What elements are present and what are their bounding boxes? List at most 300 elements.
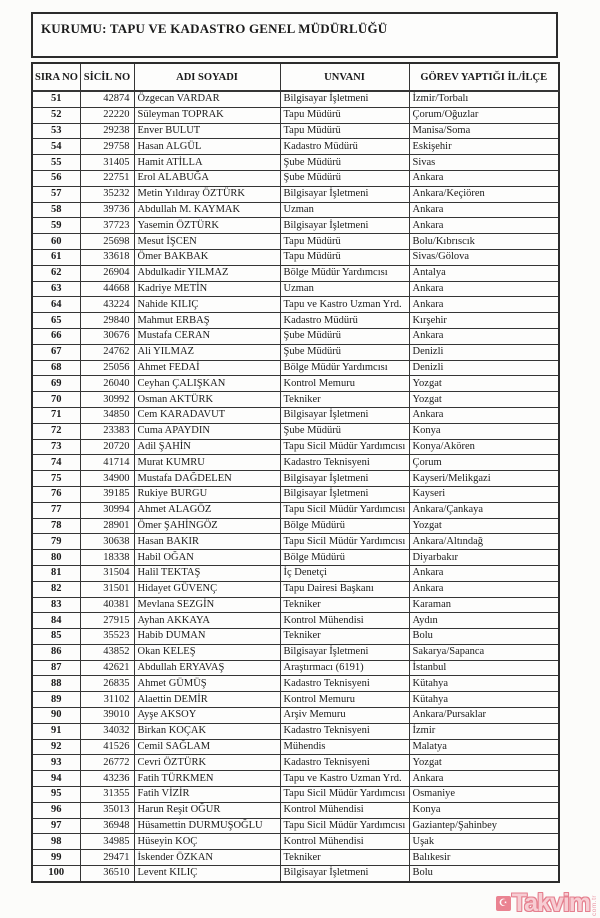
- cell-gorev-yaptigi-il-ilce: Yozgat: [409, 518, 559, 534]
- table-row: [32, 455, 559, 471]
- cell-gorev-yaptigi-il-ilce: Ankara: [409, 328, 559, 344]
- cell-unvani: Bilgisayar İşletmeni: [280, 471, 409, 487]
- cell-adi-soyadi: Alaettin DEMİR: [134, 692, 280, 708]
- cell-adi-soyadi: Habib DUMAN: [134, 629, 280, 645]
- table-row: [32, 676, 559, 692]
- cell-sicil-no: 29840: [80, 313, 134, 329]
- cell-sicil-no: 35523: [80, 629, 134, 645]
- cell-sira-no: 66: [32, 328, 80, 344]
- cell-gorev-yaptigi-il-ilce: Ankara: [409, 218, 559, 234]
- cell-sira-no: 64: [32, 297, 80, 313]
- cell-unvani: Şube Müdürü: [280, 170, 409, 186]
- cell-gorev-yaptigi-il-ilce: Ankara: [409, 170, 559, 186]
- cell-adi-soyadi: Hidayet GÜVENÇ: [134, 581, 280, 597]
- cell-unvani: Tapu Sicil Müdür Yardımcısı: [280, 439, 409, 455]
- cell-gorev-yaptigi-il-ilce: Ankara: [409, 565, 559, 581]
- cell-adi-soyadi: Harun Reşit OĞUR: [134, 802, 280, 818]
- cell-sicil-no: 35013: [80, 802, 134, 818]
- cell-sira-no: 92: [32, 739, 80, 755]
- cell-unvani: Uzman: [280, 281, 409, 297]
- table-row: [32, 834, 559, 850]
- cell-sicil-no: 42874: [80, 91, 134, 107]
- document-title-box: [31, 12, 558, 58]
- turkish-flag-icon: ☪: [496, 896, 511, 911]
- cell-sira-no: 67: [32, 344, 80, 360]
- cell-gorev-yaptigi-il-ilce: Konya: [409, 802, 559, 818]
- cell-unvani: Kadastro Teknisyeni: [280, 723, 409, 739]
- cell-gorev-yaptigi-il-ilce: Yozgat: [409, 755, 559, 771]
- table-row: [32, 218, 559, 234]
- cell-sicil-no: 30994: [80, 502, 134, 518]
- cell-sira-no: 65: [32, 313, 80, 329]
- cell-gorev-yaptigi-il-ilce: Ankara/Altındağ: [409, 534, 559, 550]
- cell-unvani: Kontrol Memuru: [280, 692, 409, 708]
- cell-adi-soyadi: Enver BULUT: [134, 123, 280, 139]
- cell-sira-no: 75: [32, 471, 80, 487]
- cell-sira-no: 53: [32, 123, 80, 139]
- cell-sira-no: 97: [32, 818, 80, 834]
- cell-sicil-no: 43224: [80, 297, 134, 313]
- cell-adi-soyadi: Mevlana SEZGİN: [134, 597, 280, 613]
- cell-sira-no: 61: [32, 249, 80, 265]
- cell-sira-no: 60: [32, 234, 80, 250]
- cell-sira-no: 55: [32, 155, 80, 171]
- table-row: [32, 281, 559, 297]
- cell-sicil-no: 35232: [80, 186, 134, 202]
- cell-adi-soyadi: Cemil SAĞLAM: [134, 739, 280, 755]
- cell-adi-soyadi: Osman AKTÜRK: [134, 392, 280, 408]
- cell-sira-no: 51: [32, 91, 80, 107]
- cell-sira-no: 68: [32, 360, 80, 376]
- cell-adi-soyadi: Ceyhan ÇALIŞKAN: [134, 376, 280, 392]
- cell-sira-no: 89: [32, 692, 80, 708]
- cell-sira-no: 100: [32, 866, 80, 882]
- cell-adi-soyadi: Abdullah M. KAYMAK: [134, 202, 280, 218]
- document-title: KURUMU: TAPU VE KADASTRO GENEL MÜDÜRLÜĞÜ: [41, 21, 388, 36]
- cell-sira-no: 54: [32, 139, 80, 155]
- cell-adi-soyadi: Adil ŞAHİN: [134, 439, 280, 455]
- cell-gorev-yaptigi-il-ilce: Konya: [409, 423, 559, 439]
- cell-sira-no: 62: [32, 265, 80, 281]
- cell-sicil-no: 27915: [80, 613, 134, 629]
- cell-sicil-no: 36510: [80, 866, 134, 882]
- cell-adi-soyadi: Cem KARADAVUT: [134, 407, 280, 423]
- cell-gorev-yaptigi-il-ilce: Ankara/Keçiören: [409, 186, 559, 202]
- cell-gorev-yaptigi-il-ilce: Aydın: [409, 613, 559, 629]
- cell-sira-no: 80: [32, 550, 80, 566]
- document-page: [31, 12, 558, 883]
- cell-unvani: Bilgisayar İşletmeni: [280, 186, 409, 202]
- cell-adi-soyadi: Ayşe AKSOY: [134, 708, 280, 724]
- cell-unvani: Kontrol Mühendisi: [280, 802, 409, 818]
- cell-gorev-yaptigi-il-ilce: İzmir: [409, 723, 559, 739]
- table-row: [32, 249, 559, 265]
- cell-sicil-no: 43236: [80, 771, 134, 787]
- table-row: [32, 186, 559, 202]
- cell-sicil-no: 34900: [80, 471, 134, 487]
- table-row: [32, 360, 559, 376]
- cell-unvani: Araştırmacı (6191): [280, 660, 409, 676]
- cell-adi-soyadi: Süleyman TOPRAK: [134, 107, 280, 123]
- table-row: [32, 613, 559, 629]
- cell-unvani: Tapu Müdürü: [280, 249, 409, 265]
- table-row: [32, 297, 559, 313]
- cell-unvani: Tekniker: [280, 597, 409, 613]
- table-row: [32, 723, 559, 739]
- cell-sicil-no: 42621: [80, 660, 134, 676]
- cell-gorev-yaptigi-il-ilce: Kırşehir: [409, 313, 559, 329]
- cell-unvani: Tapu Müdürü: [280, 107, 409, 123]
- column-header-adi-soyadi: ADI SOYADI: [134, 63, 280, 91]
- cell-sicil-no: 44668: [80, 281, 134, 297]
- table-row: [32, 344, 559, 360]
- cell-sira-no: 85: [32, 629, 80, 645]
- cell-unvani: Tekniker: [280, 629, 409, 645]
- column-header-unvani: UNVANI: [280, 63, 409, 91]
- table-row: [32, 486, 559, 502]
- cell-sira-no: 69: [32, 376, 80, 392]
- cell-unvani: Kontrol Memuru: [280, 376, 409, 392]
- table-row: [32, 139, 559, 155]
- cell-gorev-yaptigi-il-ilce: Çorum/Oğuzlar: [409, 107, 559, 123]
- cell-sicil-no: 39185: [80, 486, 134, 502]
- cell-gorev-yaptigi-il-ilce: Denizli: [409, 344, 559, 360]
- table-row: [32, 708, 559, 724]
- cell-sira-no: 58: [32, 202, 80, 218]
- cell-unvani: Tapu ve Kastro Uzman Yrd.: [280, 771, 409, 787]
- cell-adi-soyadi: Ali YILMAZ: [134, 344, 280, 360]
- column-header-gorev-yaptigi-il-ilce: GÖREV YAPTIĞI İL/İLÇE: [409, 63, 559, 91]
- cell-sicil-no: 33618: [80, 249, 134, 265]
- cell-adi-soyadi: Fatih TÜRKMEN: [134, 771, 280, 787]
- cell-sicil-no: 18338: [80, 550, 134, 566]
- table-row: [32, 518, 559, 534]
- cell-unvani: Arşiv Memuru: [280, 708, 409, 724]
- table-row: [32, 550, 559, 566]
- cell-unvani: Bölge Müdür Yardımcısı: [280, 360, 409, 376]
- cell-sira-no: 79: [32, 534, 80, 550]
- cell-unvani: Kadastro Müdürü: [280, 313, 409, 329]
- table-row: [32, 739, 559, 755]
- table-row: [32, 787, 559, 803]
- column-header-sicil-no: SİCİL NO: [80, 63, 134, 91]
- cell-unvani: Tapu Sicil Müdür Yardımcısı: [280, 534, 409, 550]
- cell-gorev-yaptigi-il-ilce: Bolu: [409, 866, 559, 882]
- cell-gorev-yaptigi-il-ilce: Ankara: [409, 407, 559, 423]
- table-header-row: [32, 63, 559, 91]
- cell-unvani: Mühendis: [280, 739, 409, 755]
- cell-sicil-no: 24762: [80, 344, 134, 360]
- table-row: [32, 376, 559, 392]
- cell-gorev-yaptigi-il-ilce: Osmaniye: [409, 787, 559, 803]
- column-header-sira-no: SIRA NO: [32, 63, 80, 91]
- table-row: [32, 629, 559, 645]
- cell-sira-no: 95: [32, 787, 80, 803]
- cell-sicil-no: 40381: [80, 597, 134, 613]
- cell-sira-no: 77: [32, 502, 80, 518]
- cell-gorev-yaptigi-il-ilce: Bolu: [409, 629, 559, 645]
- cell-sira-no: 71: [32, 407, 80, 423]
- cell-adi-soyadi: Hasan ALGÜL: [134, 139, 280, 155]
- takvim-logo-text: Takvim: [511, 888, 590, 917]
- cell-gorev-yaptigi-il-ilce: Diyarbakır: [409, 550, 559, 566]
- cell-adi-soyadi: Ömer ŞAHİNGÖZ: [134, 518, 280, 534]
- cell-unvani: Bölge Müdürü: [280, 550, 409, 566]
- cell-sicil-no: 30638: [80, 534, 134, 550]
- cell-sicil-no: 29238: [80, 123, 134, 139]
- cell-unvani: Bölge Müdürü: [280, 518, 409, 534]
- cell-unvani: Uzman: [280, 202, 409, 218]
- cell-adi-soyadi: Abdullah ERYAVAŞ: [134, 660, 280, 676]
- cell-sicil-no: 34985: [80, 834, 134, 850]
- cell-sira-no: 59: [32, 218, 80, 234]
- cell-gorev-yaptigi-il-ilce: Denizli: [409, 360, 559, 376]
- cell-unvani: Kontrol Mühendisi: [280, 613, 409, 629]
- cell-sira-no: 56: [32, 170, 80, 186]
- cell-sicil-no: 34032: [80, 723, 134, 739]
- cell-sira-no: 91: [32, 723, 80, 739]
- cell-unvani: İç Denetçi: [280, 565, 409, 581]
- cell-adi-soyadi: Abdulkadir YILMAZ: [134, 265, 280, 281]
- cell-gorev-yaptigi-il-ilce: Yozgat: [409, 392, 559, 408]
- table-row: [32, 123, 559, 139]
- table-row: [32, 644, 559, 660]
- cell-sicil-no: 30676: [80, 328, 134, 344]
- cell-gorev-yaptigi-il-ilce: Bolu/Kıbrıscık: [409, 234, 559, 250]
- cell-adi-soyadi: Mahmut ERBAŞ: [134, 313, 280, 329]
- cell-sira-no: 70: [32, 392, 80, 408]
- cell-sira-no: 88: [32, 676, 80, 692]
- cell-adi-soyadi: Birkan KOÇAK: [134, 723, 280, 739]
- table-row: [32, 91, 559, 107]
- cell-adi-soyadi: Habil OĞAN: [134, 550, 280, 566]
- cell-adi-soyadi: Hasan BAKIR: [134, 534, 280, 550]
- personnel-table: [31, 62, 560, 883]
- cell-unvani: Kadastro Teknisyeni: [280, 755, 409, 771]
- cell-unvani: Tapu Dairesi Başkanı: [280, 581, 409, 597]
- cell-unvani: Bilgisayar İşletmeni: [280, 91, 409, 107]
- table-row: [32, 565, 559, 581]
- cell-unvani: Bölge Müdür Yardımcısı: [280, 265, 409, 281]
- cell-sira-no: 84: [32, 613, 80, 629]
- cell-sicil-no: 26835: [80, 676, 134, 692]
- cell-gorev-yaptigi-il-ilce: Ankara: [409, 581, 559, 597]
- cell-gorev-yaptigi-il-ilce: Balıkesir: [409, 850, 559, 866]
- cell-unvani: Tapu Sicil Müdür Yardımcısı: [280, 787, 409, 803]
- table-row: [32, 534, 559, 550]
- cell-adi-soyadi: Ahmet GÜMÜŞ: [134, 676, 280, 692]
- cell-unvani: Kadastro Müdürü: [280, 139, 409, 155]
- cell-unvani: Tapu Sicil Müdür Yardımcısı: [280, 502, 409, 518]
- cell-sira-no: 76: [32, 486, 80, 502]
- cell-gorev-yaptigi-il-ilce: Malatya: [409, 739, 559, 755]
- table-row: [32, 502, 559, 518]
- cell-adi-soyadi: Cuma APAYDIN: [134, 423, 280, 439]
- cell-unvani: Bilgisayar İşletmeni: [280, 407, 409, 423]
- cell-sira-no: 96: [32, 802, 80, 818]
- cell-unvani: Kadastro Teknisyeni: [280, 455, 409, 471]
- cell-gorev-yaptigi-il-ilce: Sivas/Gölova: [409, 249, 559, 265]
- cell-unvani: Kontrol Mühendisi: [280, 834, 409, 850]
- cell-sira-no: 86: [32, 644, 80, 660]
- table-row: [32, 802, 559, 818]
- cell-adi-soyadi: Nahide KILIÇ: [134, 297, 280, 313]
- table-row: [32, 581, 559, 597]
- cell-unvani: Tekniker: [280, 392, 409, 408]
- cell-sicil-no: 39010: [80, 708, 134, 724]
- table-row: [32, 866, 559, 882]
- cell-adi-soyadi: Levent KILIÇ: [134, 866, 280, 882]
- cell-sicil-no: 26904: [80, 265, 134, 281]
- cell-unvani: Şube Müdürü: [280, 328, 409, 344]
- table-row: [32, 439, 559, 455]
- cell-gorev-yaptigi-il-ilce: Çorum: [409, 455, 559, 471]
- cell-unvani: Bilgisayar İşletmeni: [280, 218, 409, 234]
- cell-gorev-yaptigi-il-ilce: Manisa/Soma: [409, 123, 559, 139]
- cell-adi-soyadi: Ahmet FEDAİ: [134, 360, 280, 376]
- cell-sicil-no: 22751: [80, 170, 134, 186]
- cell-sicil-no: 37723: [80, 218, 134, 234]
- cell-adi-soyadi: Mustafa DAĞDELEN: [134, 471, 280, 487]
- cell-gorev-yaptigi-il-ilce: Ankara/Pursaklar: [409, 708, 559, 724]
- cell-sira-no: 99: [32, 850, 80, 866]
- cell-gorev-yaptigi-il-ilce: Ankara: [409, 202, 559, 218]
- table-row: [32, 328, 559, 344]
- cell-sira-no: 81: [32, 565, 80, 581]
- cell-adi-soyadi: Metin Yıldıray ÖZTÜRK: [134, 186, 280, 202]
- cell-gorev-yaptigi-il-ilce: Eskişehir: [409, 139, 559, 155]
- cell-gorev-yaptigi-il-ilce: Sakarya/Sapanca: [409, 644, 559, 660]
- cell-sira-no: 78: [32, 518, 80, 534]
- cell-sicil-no: 34850: [80, 407, 134, 423]
- table-row: [32, 818, 559, 834]
- cell-sicil-no: 43852: [80, 644, 134, 660]
- cell-sicil-no: 31355: [80, 787, 134, 803]
- table-row: [32, 660, 559, 676]
- table-row: [32, 234, 559, 250]
- cell-gorev-yaptigi-il-ilce: İzmir/Torbalı: [409, 91, 559, 107]
- cell-gorev-yaptigi-il-ilce: Konya/Akören: [409, 439, 559, 455]
- cell-adi-soyadi: Cevri ÖZTÜRK: [134, 755, 280, 771]
- cell-gorev-yaptigi-il-ilce: Karaman: [409, 597, 559, 613]
- cell-unvani: Tapu Sicil Müdür Yardımcısı: [280, 818, 409, 834]
- personnel-table-body: [32, 91, 559, 882]
- cell-gorev-yaptigi-il-ilce: Kayseri/Melikgazi: [409, 471, 559, 487]
- table-row: [32, 850, 559, 866]
- takvim-domain-suffix: com.tr: [591, 894, 598, 916]
- cell-unvani: Şube Müdürü: [280, 423, 409, 439]
- cell-sicil-no: 36948: [80, 818, 134, 834]
- table-row: [32, 423, 559, 439]
- table-row: [32, 771, 559, 787]
- table-row: [32, 755, 559, 771]
- table-row: [32, 202, 559, 218]
- cell-sira-no: 63: [32, 281, 80, 297]
- cell-gorev-yaptigi-il-ilce: Ankara/Çankaya: [409, 502, 559, 518]
- table-row: [32, 313, 559, 329]
- cell-gorev-yaptigi-il-ilce: Ankara: [409, 297, 559, 313]
- cell-gorev-yaptigi-il-ilce: Kütahya: [409, 676, 559, 692]
- cell-unvani: Bilgisayar İşletmeni: [280, 486, 409, 502]
- cell-gorev-yaptigi-il-ilce: İstanbul: [409, 660, 559, 676]
- cell-adi-soyadi: Ahmet ALAGÖZ: [134, 502, 280, 518]
- cell-unvani: Tapu ve Kastro Uzman Yrd.: [280, 297, 409, 313]
- cell-sira-no: 83: [32, 597, 80, 613]
- cell-sira-no: 93: [32, 755, 80, 771]
- takvim-watermark: [496, 890, 598, 916]
- cell-gorev-yaptigi-il-ilce: Ankara: [409, 281, 559, 297]
- table-row: [32, 155, 559, 171]
- cell-adi-soyadi: Ayhan AKKAYA: [134, 613, 280, 629]
- table-row: [32, 392, 559, 408]
- cell-gorev-yaptigi-il-ilce: Kütahya: [409, 692, 559, 708]
- cell-sira-no: 98: [32, 834, 80, 850]
- table-row: [32, 170, 559, 186]
- cell-sicil-no: 25698: [80, 234, 134, 250]
- cell-sicil-no: 30992: [80, 392, 134, 408]
- cell-adi-soyadi: Mustafa CERAN: [134, 328, 280, 344]
- cell-adi-soyadi: Özgecan VARDAR: [134, 91, 280, 107]
- cell-sira-no: 87: [32, 660, 80, 676]
- cell-sicil-no: 20720: [80, 439, 134, 455]
- cell-sicil-no: 25056: [80, 360, 134, 376]
- cell-unvani: Şube Müdürü: [280, 155, 409, 171]
- cell-gorev-yaptigi-il-ilce: Kayseri: [409, 486, 559, 502]
- cell-adi-soyadi: Hamit ATİLLA: [134, 155, 280, 171]
- cell-unvani: Bilgisayar İşletmeni: [280, 866, 409, 882]
- cell-unvani: Şube Müdürü: [280, 344, 409, 360]
- cell-adi-soyadi: Erol ALABUĞA: [134, 170, 280, 186]
- cell-adi-soyadi: Rukiye BURGU: [134, 486, 280, 502]
- cell-adi-soyadi: Murat KUMRU: [134, 455, 280, 471]
- cell-sicil-no: 23383: [80, 423, 134, 439]
- cell-adi-soyadi: Ömer BAKBAK: [134, 249, 280, 265]
- cell-sira-no: 72: [32, 423, 80, 439]
- cell-sicil-no: 28901: [80, 518, 134, 534]
- cell-sicil-no: 22220: [80, 107, 134, 123]
- cell-gorev-yaptigi-il-ilce: Sivas: [409, 155, 559, 171]
- cell-sira-no: 52: [32, 107, 80, 123]
- table-row: [32, 692, 559, 708]
- cell-sicil-no: 29471: [80, 850, 134, 866]
- cell-sicil-no: 39736: [80, 202, 134, 218]
- table-row: [32, 265, 559, 281]
- cell-sicil-no: 31504: [80, 565, 134, 581]
- cell-gorev-yaptigi-il-ilce: Antalya: [409, 265, 559, 281]
- table-row: [32, 471, 559, 487]
- cell-sicil-no: 41714: [80, 455, 134, 471]
- cell-unvani: Tapu Müdürü: [280, 234, 409, 250]
- cell-sira-no: 73: [32, 439, 80, 455]
- cell-sira-no: 57: [32, 186, 80, 202]
- cell-adi-soyadi: Hüsamettin DURMUŞOĞLU: [134, 818, 280, 834]
- cell-sicil-no: 29758: [80, 139, 134, 155]
- cell-sira-no: 90: [32, 708, 80, 724]
- cell-adi-soyadi: Fatih VİZİR: [134, 787, 280, 803]
- cell-gorev-yaptigi-il-ilce: Ankara: [409, 771, 559, 787]
- cell-adi-soyadi: İskender ÖZKAN: [134, 850, 280, 866]
- cell-sicil-no: 31102: [80, 692, 134, 708]
- cell-unvani: Tekniker: [280, 850, 409, 866]
- cell-gorev-yaptigi-il-ilce: Yozgat: [409, 376, 559, 392]
- cell-sicil-no: 31501: [80, 581, 134, 597]
- cell-adi-soyadi: Kadriye METİN: [134, 281, 280, 297]
- cell-unvani: Kadastro Teknisyeni: [280, 676, 409, 692]
- cell-sicil-no: 26772: [80, 755, 134, 771]
- table-row: [32, 597, 559, 613]
- cell-adi-soyadi: Okan KELEŞ: [134, 644, 280, 660]
- cell-sicil-no: 26040: [80, 376, 134, 392]
